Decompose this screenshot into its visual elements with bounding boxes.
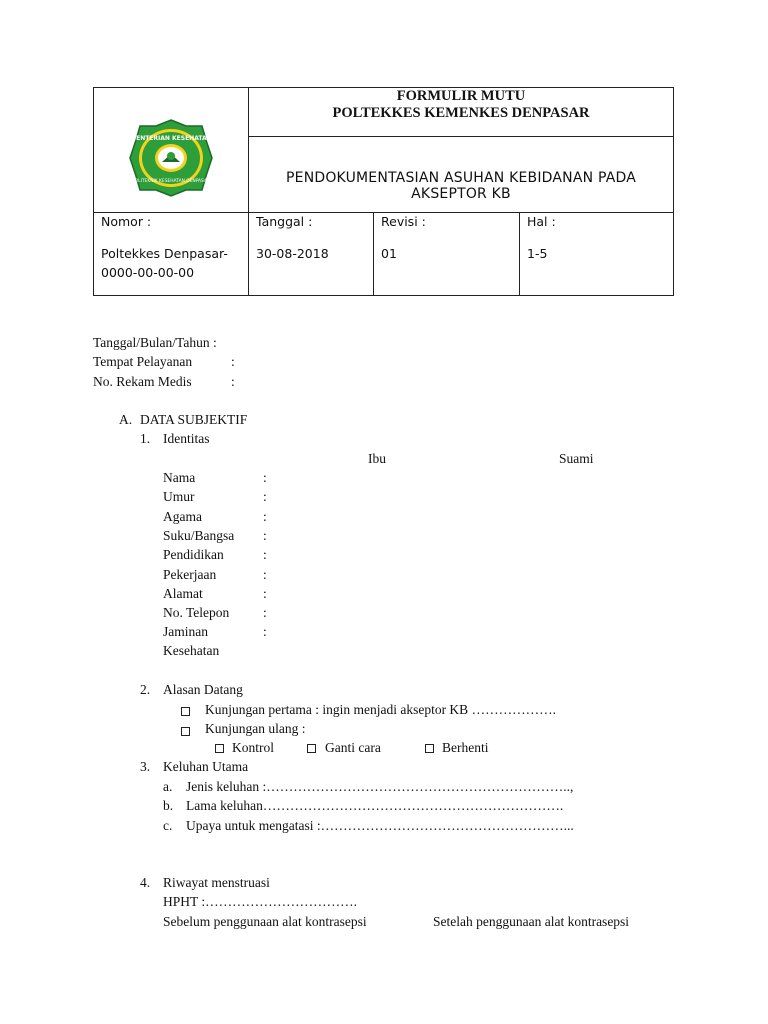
option-label: Ganti cara xyxy=(325,740,381,755)
colon: : xyxy=(231,354,235,369)
keluhan-jenis-line: Jenis keluhan :………………………………………………………….., xyxy=(186,779,574,794)
checkbox-kunjungan-pertama[interactable] xyxy=(181,707,190,716)
colon: : xyxy=(263,470,267,485)
colon: : xyxy=(263,508,267,524)
sub-letter: a. xyxy=(163,779,173,794)
tanggal-label: Tanggal : xyxy=(256,214,313,229)
section-letter: A. xyxy=(119,412,133,427)
option-label: Berhenti xyxy=(442,740,489,755)
divider xyxy=(248,136,674,137)
colon: : xyxy=(263,585,267,601)
checkbox-kontrol[interactable] xyxy=(215,744,224,753)
divider xyxy=(519,212,520,296)
checkbox-berhenti[interactable] xyxy=(425,744,434,753)
field-label: Pekerjaan xyxy=(163,566,217,582)
after-contraception-label: Setelah penggunaan alat kontrasepsi xyxy=(433,914,630,929)
tanggal-field-label: Tanggal/Bulan/Tahun : xyxy=(93,335,217,350)
alasan-heading: Alasan Datang xyxy=(163,682,243,697)
keluhan-lama-line: Lama keluhan…………………………………………………………. xyxy=(186,798,564,813)
option-label: Kontrol xyxy=(232,740,274,755)
nomor-value: Poltekkes Denpasar- xyxy=(101,246,228,261)
form-title: FORMULIR MUTU xyxy=(396,88,526,104)
section-title: DATA SUBJEKTIF xyxy=(140,412,248,427)
colon: : xyxy=(263,489,267,505)
revisi-label: Revisi : xyxy=(381,214,426,229)
sub-letter: c. xyxy=(163,818,173,833)
option-label: Kunjungan pertama : ingin menjadi akseptor KB ………………. xyxy=(205,702,556,717)
svg-text:KEMENTERIAN KESEHATAN RI: KEMENTERIAN KESEHATAN RI xyxy=(121,135,221,142)
sub-letter: b. xyxy=(163,798,174,813)
colon: : xyxy=(263,624,267,640)
colon: : xyxy=(263,566,267,582)
divider xyxy=(373,212,374,296)
keluhan-upaya-line: Upaya untuk mengatasi :………………………………………………... xyxy=(186,818,574,833)
field-label: Kesehatan xyxy=(163,643,220,658)
item-number: 4. xyxy=(140,875,151,890)
checkbox-ganti-cara[interactable] xyxy=(307,744,316,753)
colon: : xyxy=(231,374,235,389)
item-number: 2. xyxy=(140,682,151,697)
field-label: Suku/Bangsa xyxy=(163,527,235,543)
document-title-line2: AKSEPTOR KB xyxy=(411,186,511,202)
svg-text:POLITEKNIK KESEHATAN DENPASAR: POLITEKNIK KESEHATAN DENPASAR xyxy=(132,179,210,184)
institution-title: POLTEKKES KEMENKES DENPASAR xyxy=(332,105,590,121)
document-title-line1: PENDOKUMENTASIAN ASUHAN KEBIDANAN PADA xyxy=(286,170,636,186)
institution-logo xyxy=(121,118,221,198)
hal-label: Hal : xyxy=(527,214,556,229)
before-contraception-label: Sebelum penggunaan alat kontrasepsi xyxy=(163,914,367,929)
hal-value: 1-5 xyxy=(527,246,548,261)
column-ibu: Ibu xyxy=(368,451,386,466)
option-label: Kunjungan ulang : xyxy=(205,721,306,736)
menstruasi-heading: Riwayat menstruasi xyxy=(163,875,270,890)
column-suami: Suami xyxy=(559,451,594,466)
colon: : xyxy=(263,527,267,543)
checkbox-kunjungan-ulang[interactable] xyxy=(181,727,190,736)
revisi-value: 01 xyxy=(381,246,397,261)
field-label: Alamat xyxy=(163,585,203,601)
colon: : xyxy=(263,605,267,621)
keluhan-heading: Keluhan Utama xyxy=(163,759,249,774)
field-label: Agama xyxy=(163,508,202,524)
field-label: Nama xyxy=(163,470,196,485)
nomor-value-line2: 0000-00-00-00 xyxy=(101,265,195,280)
identitas-heading: Identitas xyxy=(163,431,210,446)
tempat-field-label: Tempat Pelayanan xyxy=(93,354,193,369)
divider xyxy=(93,212,674,213)
field-label: No. Telepon xyxy=(163,605,230,621)
colon: : xyxy=(263,547,267,563)
item-number: 3. xyxy=(140,759,151,774)
hpht-line: HPHT :……………………………. xyxy=(163,894,358,909)
nomor-label: Nomor : xyxy=(101,214,152,229)
field-label: Jaminan xyxy=(163,624,208,640)
item-number: 1. xyxy=(140,431,151,446)
tanggal-value: 30-08-2018 xyxy=(256,246,329,261)
field-label: Umur xyxy=(163,489,195,505)
field-label: Pendidikan xyxy=(163,547,224,563)
rekam-field-label: No. Rekam Medis xyxy=(93,374,192,389)
